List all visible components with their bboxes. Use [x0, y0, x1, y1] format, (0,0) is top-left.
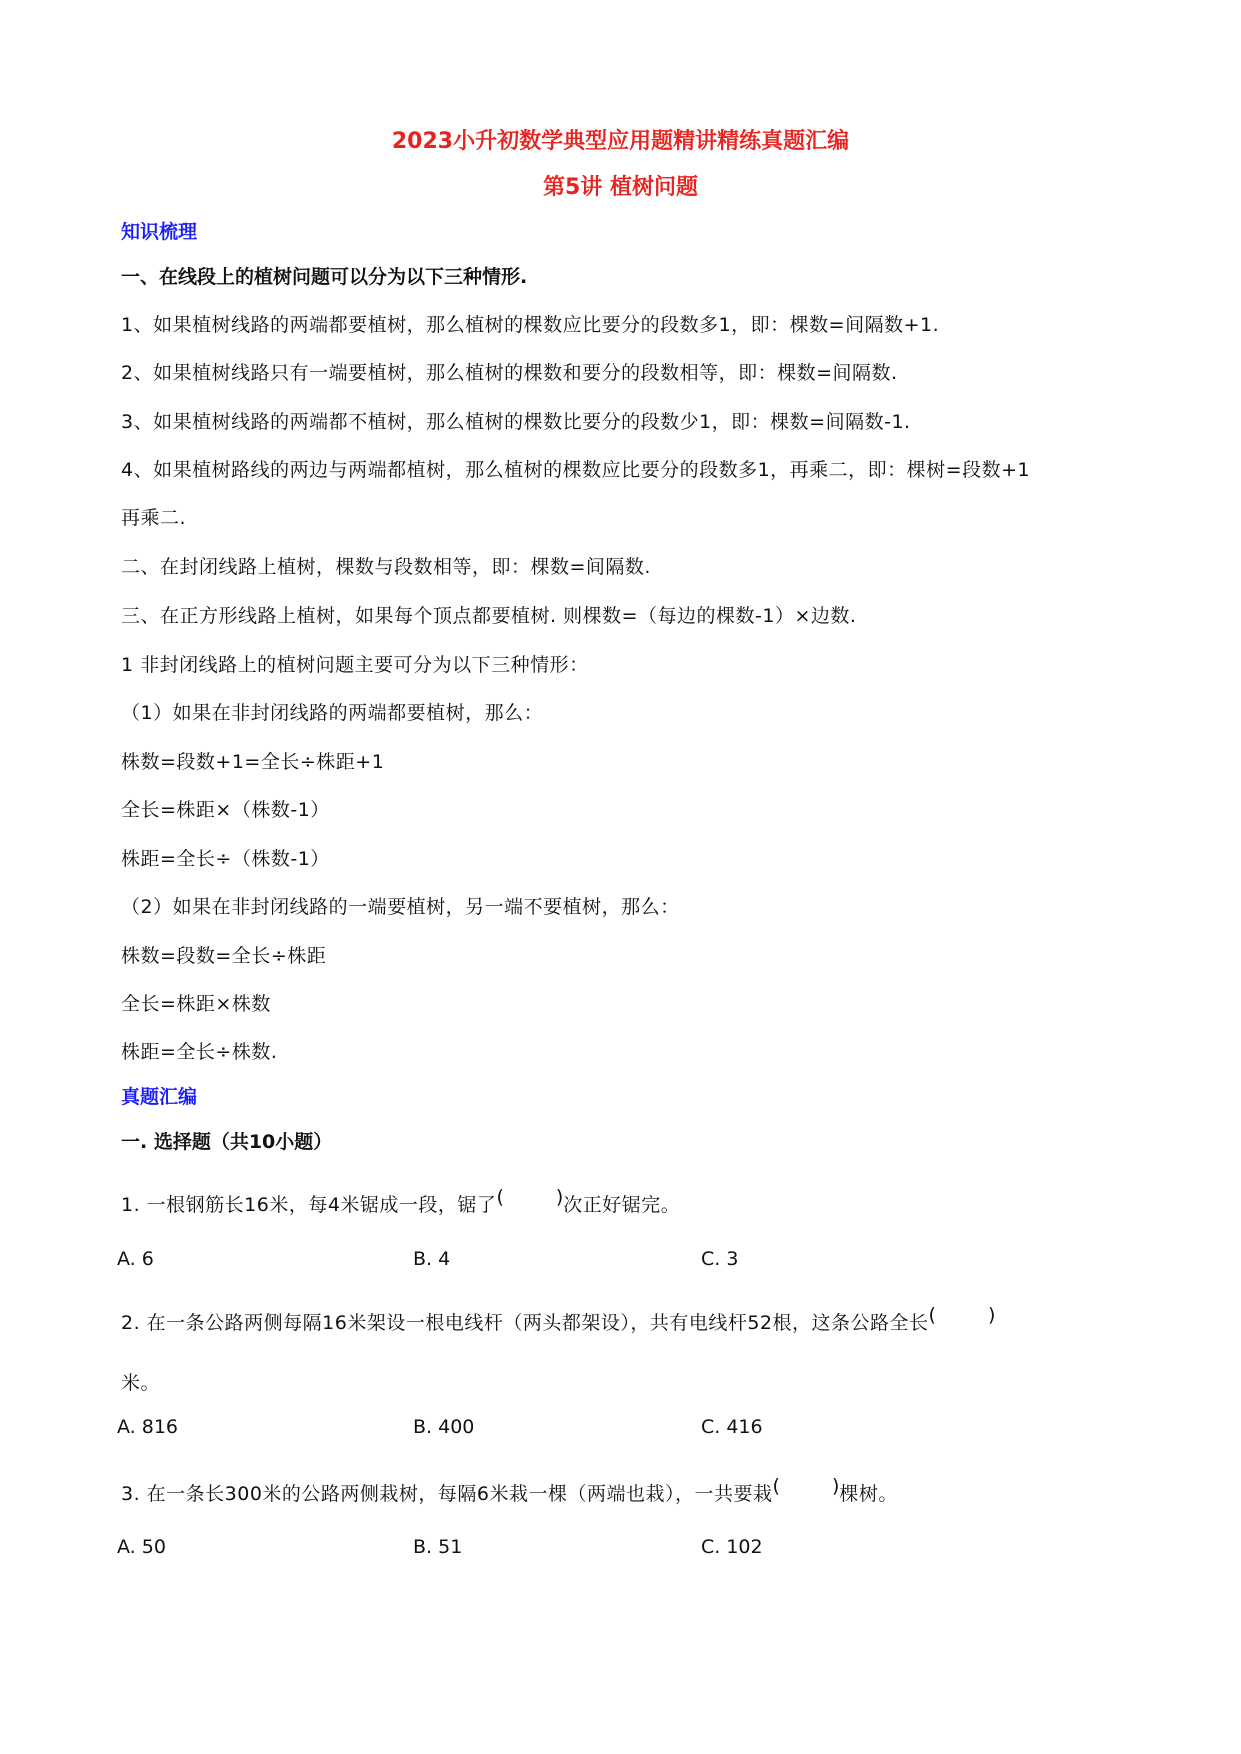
answer-blank-close: ): [831, 1475, 840, 1497]
question-2-text: 2. 在一条公路两侧每隔16米架设一根电线杆（两头都架设），共有电线杆52根，这条公路全长: [121, 1312, 929, 1334]
question-3: [121, 1475, 898, 1506]
question-1-text: 1. 一根钢筋长16米，每4米锯成一段，锯了: [121, 1194, 497, 1216]
question-1: [121, 1186, 681, 1217]
knowledge-line: 2、如果植树线路只有一端要植树，那么植树的棵数和要分的段数相等，即：棵数=间隔数.: [121, 362, 898, 384]
knowledge-heading-1: 一、在线段上的植树问题可以分为以下三种情形.: [121, 266, 528, 288]
question-1-option-c: C. 3: [701, 1248, 739, 1270]
answer-blank-close: ): [987, 1304, 996, 1326]
knowledge-line: 株距=全长÷（株数-1）: [121, 848, 330, 870]
question-1-option-b: B. 4: [413, 1248, 451, 1270]
exam-heading: 一. 选择题（共10小题）: [121, 1131, 333, 1153]
knowledge-line: 株数=段数+1=全长÷株距+1: [121, 751, 385, 773]
knowledge-line: 二、在封闭线路上植树，棵数与段数相等，即：棵数=间隔数.: [121, 556, 651, 578]
lecture-title: 第5讲 植树问题: [543, 175, 698, 200]
knowledge-line: 1 非封闭线路上的植树问题主要可分为以下三种情形：: [121, 654, 589, 676]
knowledge-line: 4、如果植树路线的两边与两端都植树，那么植树的棵数应比要分的段数多1，再乘二，即：棵树=段数+1: [121, 459, 1031, 481]
question-3-text: 3. 在一条长300米的公路两侧栽树，每隔6米栽一棵（两端也栽），一共要栽: [121, 1483, 773, 1505]
knowledge-line: 株数=段数=全长÷株距: [121, 945, 327, 967]
knowledge-line: 3、如果植树线路的两端都不植树，那么植树的棵数比要分的段数少1，即：棵数=间隔数-1.: [121, 411, 911, 433]
knowledge-line: 株距=全长÷株数.: [121, 1041, 278, 1063]
answer-blank-open: (: [496, 1186, 504, 1208]
question-2-option-a: A. 816: [117, 1416, 179, 1438]
knowledge-line: （2）如果在非封闭线路的一端要植树，另一端不要植树，那么：: [121, 896, 680, 918]
section-exam-heading: 真题汇编: [121, 1086, 198, 1108]
knowledge-line: 全长=株距×株数: [121, 993, 271, 1015]
knowledge-line: （1）如果在非封闭线路的两端都要植树，那么：: [121, 702, 544, 724]
answer-blank-open: (: [928, 1304, 936, 1326]
knowledge-line: 1、如果植树线路的两端都要植树，那么植树的棵数应比要分的段数多1，即：棵数=间隔数+1.: [121, 314, 940, 336]
answer-blank-open: (: [772, 1475, 780, 1497]
answer-blank-close: ): [555, 1186, 564, 1208]
question-3-text-end: 棵树。: [839, 1483, 898, 1505]
question-1-text-end: 次正好锯完。: [563, 1194, 681, 1216]
knowledge-line: 全长=株距×（株数-1）: [121, 799, 330, 821]
knowledge-line: 再乘二.: [121, 507, 187, 529]
section-knowledge-heading: 知识梳理: [121, 221, 198, 243]
question-2-continuation: 米。: [121, 1372, 161, 1394]
knowledge-line: 三、在正方形线路上植树，如果每个顶点都要植树. 则棵数=（每边的棵数-1）×边数.: [121, 605, 857, 627]
question-2-option-b: B. 400: [413, 1416, 475, 1438]
question-3-option-c: C. 102: [701, 1536, 763, 1558]
question-2-option-c: C. 416: [701, 1416, 763, 1438]
question-2: [121, 1304, 996, 1335]
question-3-option-b: B. 51: [413, 1536, 463, 1558]
question-3-option-a: A. 50: [117, 1536, 166, 1558]
question-1-option-a: A. 6: [117, 1248, 154, 1270]
document-title: 2023小升初数学典型应用题精讲精练真题汇编: [391, 129, 850, 154]
